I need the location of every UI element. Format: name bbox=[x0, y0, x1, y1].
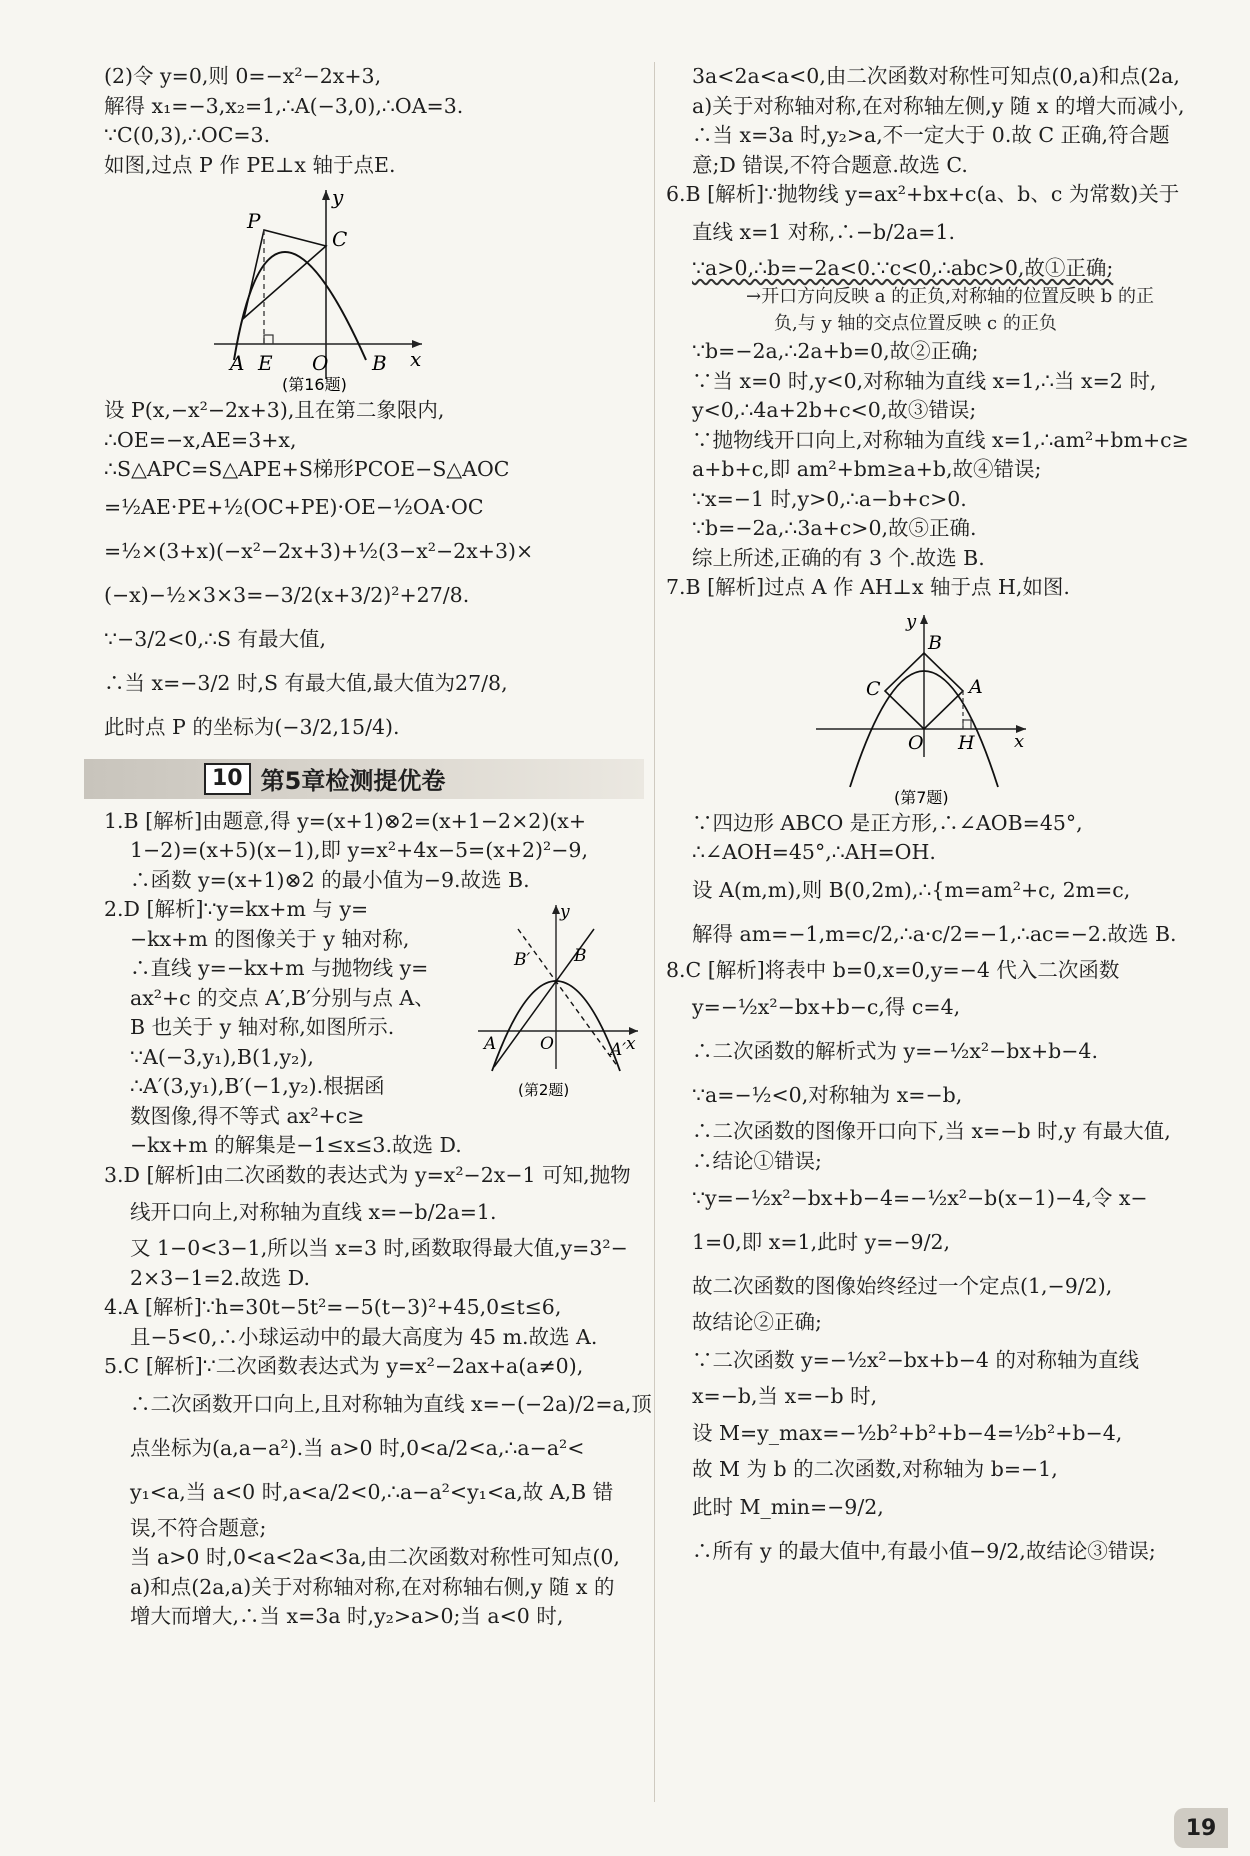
fig16-point-c: C bbox=[332, 227, 348, 251]
text-line: ∴直线 y=−kx+m 与抛物线 y= bbox=[130, 956, 429, 980]
text-line: =½×(3+x)(−x²−2x+3)+½(3−x²−2x+3)× bbox=[104, 538, 534, 563]
text-line: 8.C [解析]将表中 b=0,x=0,y=−4 代入二次函数 bbox=[666, 957, 1120, 982]
text-line: ∵C(0,3),∴OC=3. bbox=[104, 123, 271, 147]
text-line: 故 M 为 b 的二次函数,对称轴为 b=−1, bbox=[692, 1457, 1058, 1481]
text-line: 故结论②正确; bbox=[692, 1310, 822, 1334]
text-line: y₁<a,当 a<0 时,a<a/2<0,∴a−a²<y₁<a,故 A,B 错 bbox=[130, 1479, 614, 1504]
fig2-point-b-prime: B′ bbox=[514, 950, 531, 970]
text-line: 意;D 错误,不符合题意.故选 C. bbox=[692, 152, 968, 177]
text-line: 线开口向上,对称轴为直线 x=−b/2a=1. bbox=[130, 1200, 497, 1224]
fig16-point-p: P bbox=[247, 209, 261, 233]
fig7-x-label: x bbox=[1014, 730, 1025, 752]
text-line: 6.B [解析]∵抛物线 y=ax²+bx+c(a、b、c 为常数)关于 bbox=[666, 182, 1180, 206]
question-2-text bbox=[104, 895, 466, 1161]
text-line: 此时 M_min=−9/2, bbox=[692, 1494, 884, 1519]
text-line: ∵−3/2<0,∴S 有最大值, bbox=[104, 626, 327, 651]
text-line: B 也关于 y 轴对称,如图所示. bbox=[130, 1015, 395, 1039]
text-line: ∵抛物线开口向上,对称轴为直线 x=1,∴am²+bm+c≥ bbox=[692, 427, 1189, 452]
text-line: ∴OE=−x,AE=3+x, bbox=[104, 427, 297, 452]
question-4 bbox=[104, 1293, 644, 1352]
text-line: ∴二次函数开口向上,且对称轴为直线 x=−(−2a)/2=a,顶 bbox=[130, 1391, 652, 1416]
text-line: y<0,∴4a+2b+c<0,故③错误; bbox=[692, 398, 977, 422]
text-line: ∵四边形 ABCO 是正方形,∴∠AOB=45°, bbox=[692, 810, 1083, 835]
text-line: 2×3−1=2.故选 D. bbox=[130, 1265, 310, 1290]
fig7-point-c: C bbox=[866, 677, 881, 700]
text-line: ∵b=−2a,∴2a+b=0,故②正确; bbox=[692, 339, 979, 363]
question-6 bbox=[666, 180, 1206, 573]
text-line: 1.B [解析]由题意,得 y=(x+1)⊗2=(x+1−2×2)(x+ bbox=[104, 808, 587, 833]
text-line: 故二次函数的图像始终经过一个定点(1,−9/2), bbox=[692, 1274, 1113, 1298]
fig16-caption: (第16题) bbox=[282, 375, 347, 394]
text-line: 3a<2a<a<0,由二次函数对称性可知点(0,a)和点(2a, bbox=[692, 64, 1180, 88]
text-line: 综上所述,正确的有 3 个.故选 B. bbox=[692, 545, 985, 570]
text-line: 且−5<0,∴小球运动中的最大高度为 45 m.故选 A. bbox=[130, 1324, 598, 1349]
text-line: (2)令 y=0,则 0=−x²−2x+3, bbox=[104, 64, 382, 88]
question-7 bbox=[666, 573, 1206, 956]
text-line: y=−½x²−bx+b−c,得 c=4, bbox=[692, 995, 961, 1019]
text-line: ∴所有 y 的最大值中,有最小值−9/2,故结论③错误; bbox=[692, 1538, 1156, 1563]
text-line: 如图,过点 P 作 PE⊥x 轴于点E. bbox=[104, 152, 396, 177]
section-title: 第5章检测提优卷 bbox=[260, 767, 446, 795]
fig2-origin: O bbox=[540, 1034, 554, 1054]
text-line: 此时点 P 的坐标为(−3/2,15/4). bbox=[104, 714, 400, 739]
text-line: 2.D [解析]∵y=kx+m 与 y= bbox=[104, 897, 369, 921]
text-line: 当 a>0 时,0<a<2a<3a,由二次函数对称性可知点(0, bbox=[130, 1545, 620, 1569]
text-line: ∵A(−3,y₁),B(1,y₂), bbox=[130, 1044, 314, 1069]
text-line: 1−2)=(x+5)(x−1),即 y=x²+4x−5=(x+2)²−9, bbox=[130, 838, 588, 862]
fig2-point-a: A bbox=[484, 1034, 497, 1054]
fig2-point-a-prime: A′ bbox=[610, 1040, 627, 1060]
text-line: 设 M=y_max=−½b²+b²+b−4=½b²+b−4, bbox=[692, 1421, 1123, 1445]
text-line: a)和点(2a,a)关于对称轴对称,在对称轴右侧,y 随 x 的 bbox=[130, 1574, 615, 1599]
text-line: 解得 x₁=−3,x₂=1,∴A(−3,0),∴OA=3. bbox=[104, 93, 464, 118]
question-8 bbox=[666, 956, 1206, 1573]
text-line: 3.D [解析]由二次函数的表达式为 y=x²−2x−1 可知,抛物 bbox=[104, 1162, 631, 1187]
q16-part2-intro bbox=[104, 62, 644, 180]
fig16-point-e: E bbox=[258, 351, 273, 375]
section-header bbox=[84, 759, 644, 799]
text-line: ∴S△APC=S△APE+S梯形PCOE−S△AOC bbox=[104, 457, 510, 481]
question-1 bbox=[104, 807, 644, 896]
text-line: =½AE·PE+½(OC+PE)·OE−½OA·OC bbox=[104, 494, 484, 519]
question-5 bbox=[104, 1352, 652, 1632]
text-line: ∵a=−½<0,对称轴为 x=−b, bbox=[692, 1083, 963, 1107]
text-line: ∴∠AOH=45°,∴AH=OH. bbox=[692, 840, 936, 864]
fig7-point-b: B bbox=[928, 631, 942, 654]
text-line: (−x)−½×3×3=−3/2(x+3/2)²+27/8. bbox=[104, 582, 470, 607]
text-line: 点坐标为(a,a−a²).当 a>0 时,0<a/2<a,∴a−a²< bbox=[130, 1435, 585, 1460]
fig7-point-a: A bbox=[969, 675, 983, 698]
annotation-note: →开口方向反映 a 的正负,对称轴的位置反映 b 的正 bbox=[746, 286, 1154, 307]
question-3 bbox=[104, 1161, 644, 1294]
text-line: −kx+m 的解集是−1≤x≤3.故选 D. bbox=[130, 1133, 462, 1157]
text-line: ∵a>0,∴b=−2a<0.∵c<0,∴abc>0,故①正确; bbox=[692, 255, 1114, 280]
text-line: a+b+c,即 am²+bm≥a+b,故④错误; bbox=[692, 457, 1042, 481]
text-line: 设 A(m,m),则 B(0,2m),∴{m=am²+c, 2m=c, bbox=[692, 877, 1131, 902]
text-line: ∴当 x=−3/2 时,S 有最大值,最大值为27/8, bbox=[104, 670, 508, 695]
text-line: ∵当 x=0 时,y<0,对称轴为直线 x=1,∴当 x=2 时, bbox=[692, 368, 1157, 393]
text-line: 解得 am=−1,m=c/2,∴a·c/2=−1,∴ac=−2.故选 B. bbox=[692, 921, 1177, 946]
text-line: 4.A [解析]∵h=30t−5t²=−5(t−3)²+45,0≤t≤6, bbox=[104, 1295, 562, 1319]
figure-7-square-parabola bbox=[666, 607, 1206, 807]
right-column bbox=[666, 62, 1206, 1573]
q16-solution bbox=[104, 396, 644, 749]
text-line: 又 1−0<3−1,所以当 x=3 时,函数取得最大值,y=3²− bbox=[130, 1236, 628, 1260]
text-line: 1=0,即 x=1,此时 y=−9/2, bbox=[692, 1230, 951, 1254]
figure-16-parabola bbox=[104, 184, 644, 394]
fig2-caption: (第2题) bbox=[518, 1081, 570, 1099]
fig7-y-label: y bbox=[906, 610, 917, 632]
text-line: a)关于对称轴对称,在对称轴左侧,y 随 x 的增大而减小, bbox=[692, 93, 1185, 118]
figure-2-parabola bbox=[474, 899, 644, 1109]
text-line: 设 P(x,−x²−2x+3),且在第二象限内, bbox=[104, 398, 445, 422]
fig7-point-h: H bbox=[958, 731, 975, 754]
text-line: 增大而增大,∴当 x=3a 时,y₂>a>0;当 a<0 时, bbox=[130, 1604, 564, 1628]
fig2-x-label: x bbox=[626, 1034, 636, 1054]
text-line: ∵b=−2a,∴3a+c>0,故⑤正确. bbox=[692, 516, 977, 540]
text-line: 5.C [解析]∵二次函数表达式为 y=x²−2ax+a(a≠0), bbox=[104, 1354, 584, 1378]
text-line: ∴二次函数的解析式为 y=−½x²−bx+b−4. bbox=[692, 1039, 1098, 1063]
text-line: ∴二次函数的图像开口向下,当 x=−b 时,y 有最大值, bbox=[692, 1119, 1171, 1143]
fig16-y-label: y bbox=[332, 185, 344, 209]
text-line: ∴当 x=3a 时,y₂>a,不一定大于 0.故 C 正确,符合题 bbox=[692, 123, 1170, 147]
text-line: ∵二次函数 y=−½x²−bx+b−4 的对称轴为直线 bbox=[692, 1347, 1139, 1372]
text-line: −kx+m 的图像关于 y 轴对称, bbox=[130, 926, 410, 951]
text-line: 7.B [解析]过点 A 作 AH⊥x 轴于点 H,如图. bbox=[666, 575, 1070, 599]
text-line: ∵x=−1 时,y>0,∴a−b+c>0. bbox=[692, 486, 967, 511]
fig7-origin: O bbox=[908, 731, 924, 754]
left-column bbox=[104, 62, 652, 1632]
fig16-point-a: A bbox=[230, 351, 245, 375]
page-number-badge: 19 bbox=[1174, 1808, 1228, 1848]
text-line: ∴结论①错误; bbox=[692, 1148, 822, 1173]
text-line: x=−b,当 x=−b 时, bbox=[692, 1383, 878, 1408]
fig16-x-label: x bbox=[410, 347, 422, 371]
fig7-caption: (第7题) bbox=[894, 787, 949, 807]
fig2-y-label: y bbox=[560, 902, 570, 922]
text-line: ∴A′(3,y₁),B′(−1,y₂).根据函 bbox=[130, 1074, 385, 1098]
fig2-point-b: B bbox=[574, 946, 587, 966]
question-2 bbox=[104, 895, 644, 1161]
text-line: 直线 x=1 对称,∴−b/2a=1. bbox=[692, 219, 956, 244]
fig16-point-b: B bbox=[372, 351, 387, 375]
fig16-origin: O bbox=[312, 351, 329, 375]
text-line: ∴函数 y=(x+1)⊗2 的最小值为−9.故选 B. bbox=[130, 867, 530, 892]
question-5-continued bbox=[666, 62, 1206, 180]
text-line: ax²+c 的交点 A′,B′分别与点 A、 bbox=[130, 985, 435, 1010]
text-line: ∵y=−½x²−bx+b−4=−½x²−b(x−1)−4,令 x− bbox=[692, 1186, 1148, 1210]
text-line: 误,不符合题意; bbox=[130, 1515, 267, 1540]
column-divider bbox=[654, 62, 655, 1802]
section-number: 10 bbox=[204, 763, 251, 795]
annotation-note: 负,与 y 轴的交点位置反映 c 的正负 bbox=[774, 313, 1057, 334]
text-line: 数图像,得不等式 ax²+c≥ bbox=[130, 1103, 365, 1128]
